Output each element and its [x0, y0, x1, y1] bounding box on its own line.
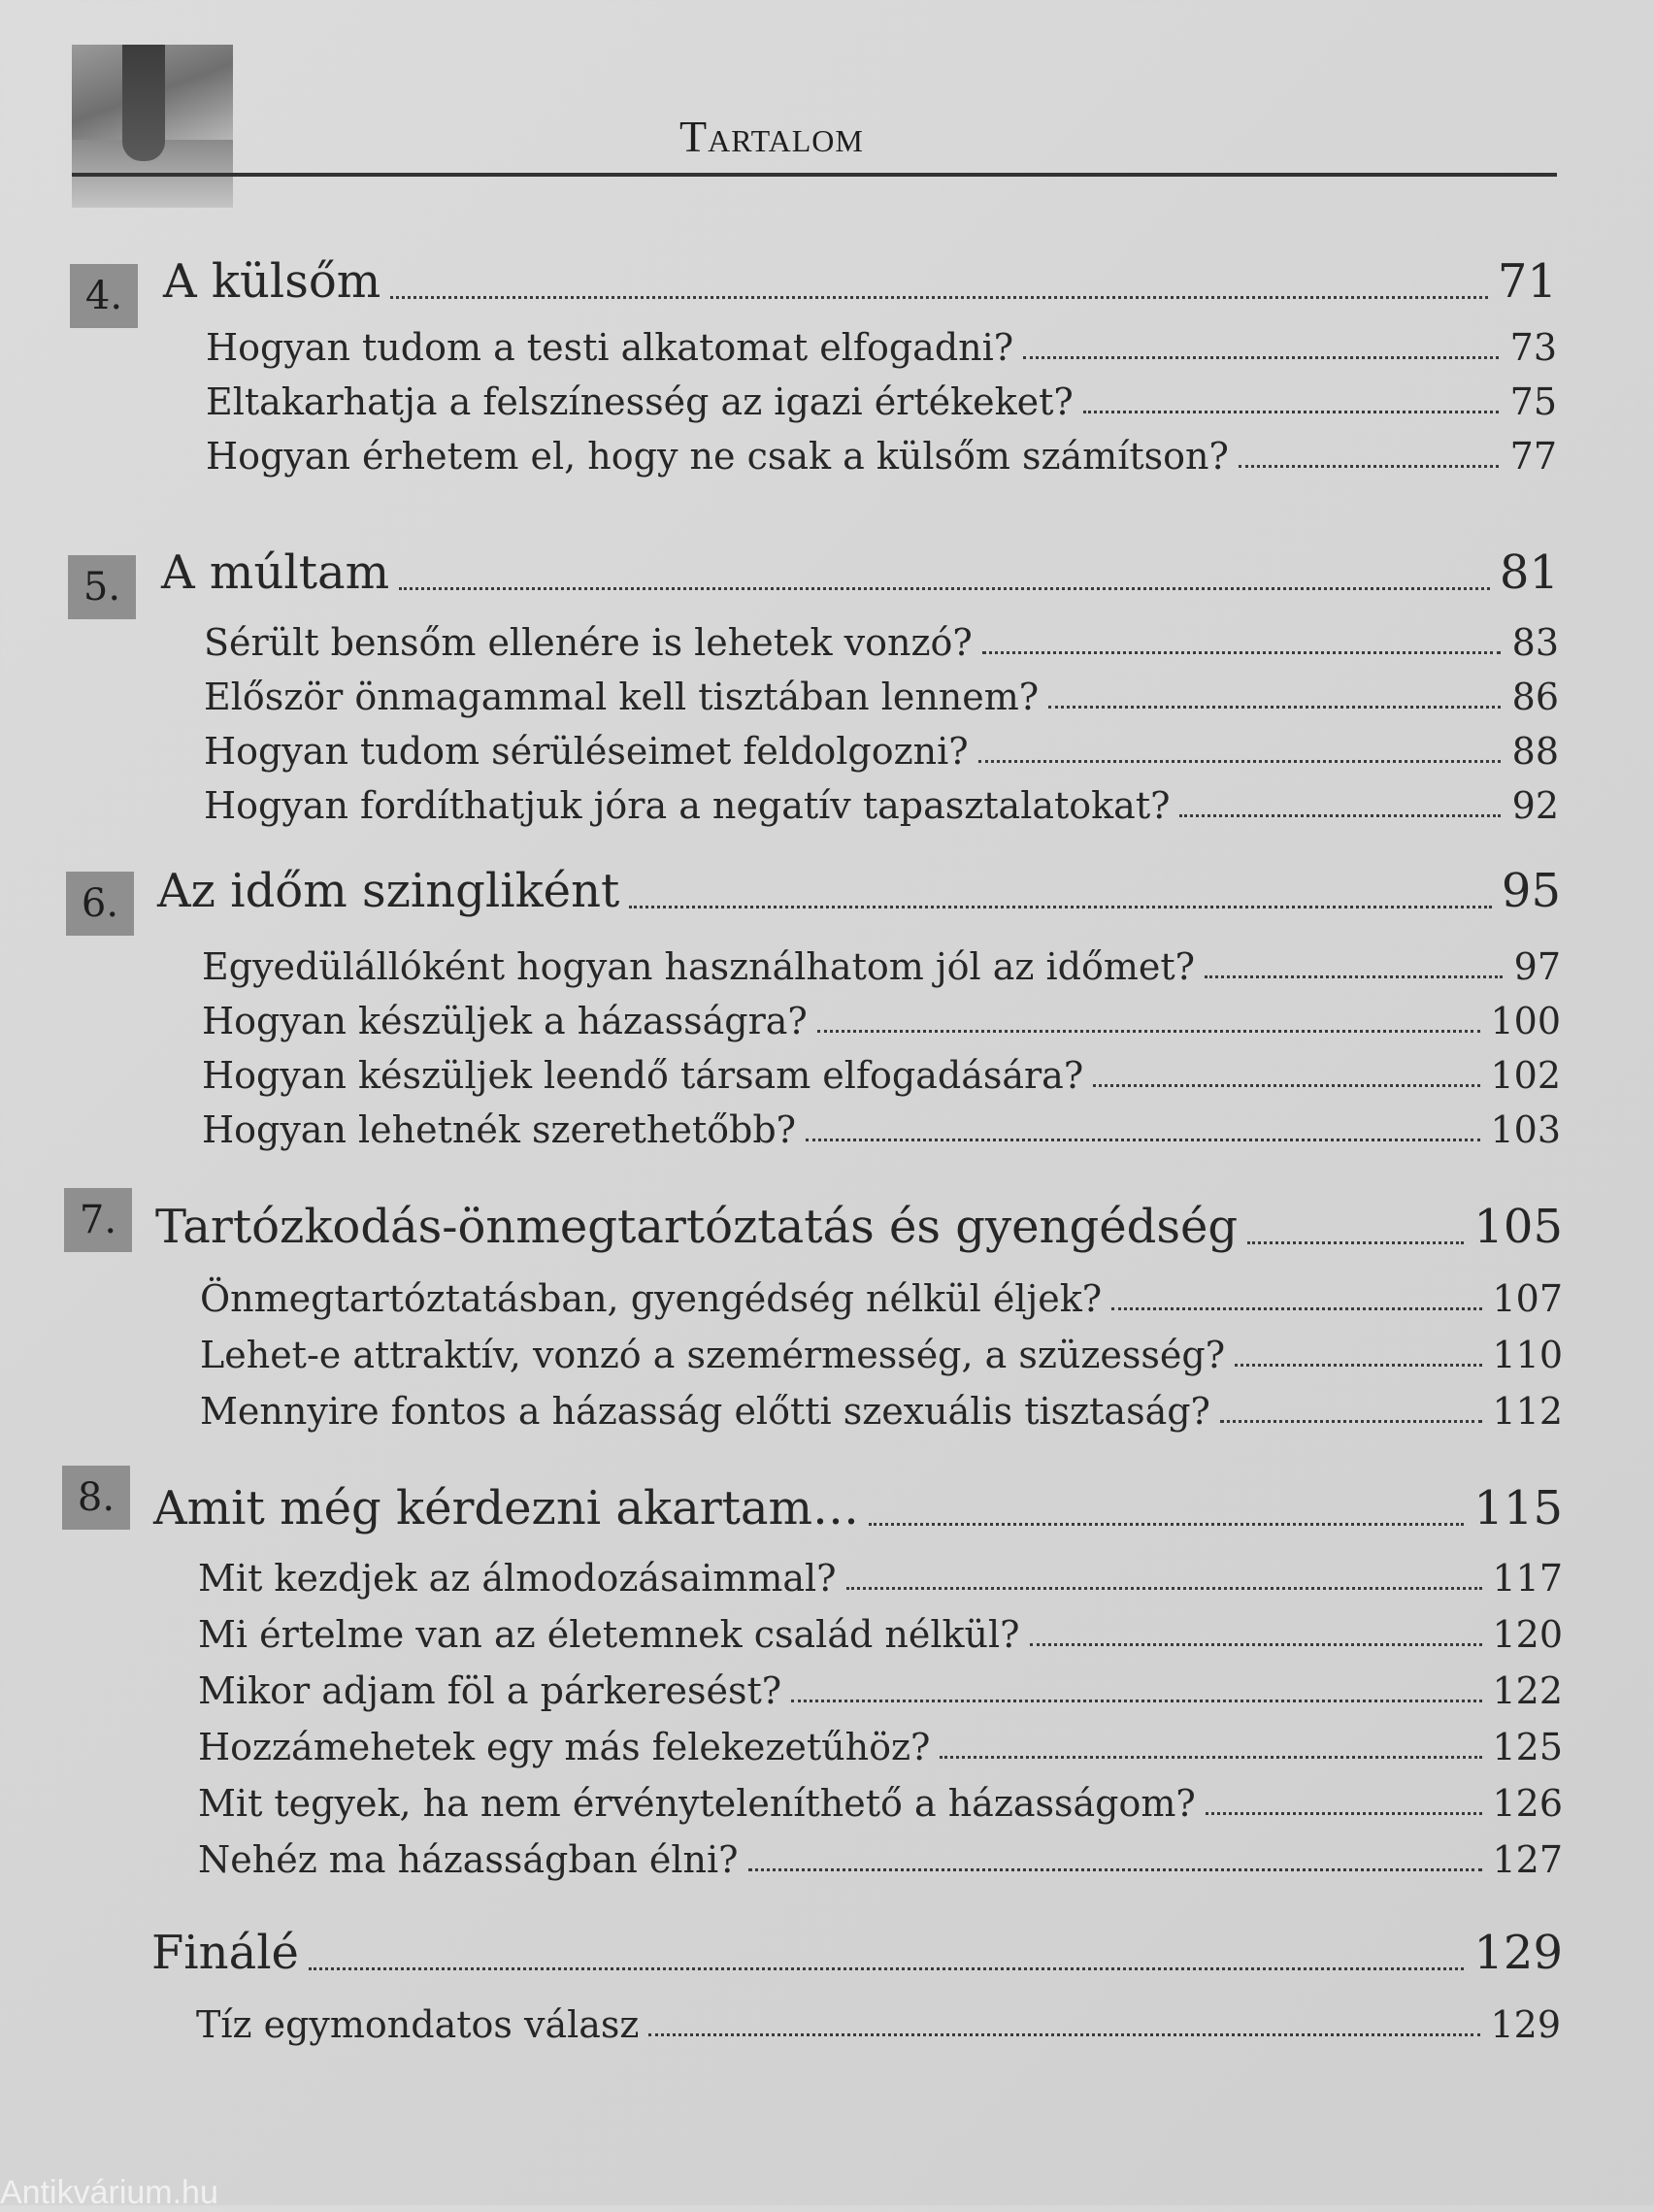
toc-item[interactable] [196, 2003, 1561, 2046]
chapter-entry-5[interactable] [161, 545, 1559, 600]
item-page: 86 [1511, 676, 1559, 718]
chapter-entry-6[interactable] [157, 864, 1561, 918]
chapter-page: 81 [1499, 545, 1559, 600]
item-title: Hogyan készüljek leendő társam elfogadására? [202, 1054, 1084, 1097]
item-page: 83 [1511, 621, 1559, 664]
finale-entry[interactable] [151, 1926, 1563, 1980]
chapter-title: Az időm szingliként [157, 864, 620, 918]
item-title: Önmegtartóztatásban, gyengédség nélkül éljek? [200, 1277, 1103, 1320]
item-title: Tíz egymondatos válasz [196, 2003, 640, 2046]
chapter-number-8: 8. [62, 1466, 130, 1530]
toc-item[interactable] [202, 1054, 1561, 1097]
dot-leader [1247, 1241, 1464, 1244]
dot-leader [1206, 1812, 1483, 1815]
toc-item[interactable] [198, 1613, 1563, 1656]
toc-item[interactable] [202, 1000, 1561, 1042]
toc-item[interactable] [202, 945, 1561, 988]
toc-item[interactable] [198, 1838, 1563, 1881]
item-title: Először önmagammal kell tisztában lennem? [204, 676, 1040, 718]
toc-item[interactable] [200, 1277, 1563, 1320]
item-title: Mit kezdjek az álmodozásaimmal? [198, 1557, 837, 1600]
toc-item[interactable] [206, 435, 1557, 478]
dot-leader [806, 1139, 1480, 1141]
chapter-page: 115 [1473, 1481, 1563, 1535]
item-page: 110 [1492, 1334, 1563, 1376]
dot-leader [1179, 814, 1501, 817]
toc-item[interactable] [200, 1334, 1563, 1376]
toc-item[interactable] [200, 1390, 1563, 1433]
item-page: 75 [1509, 380, 1557, 423]
chapter-number-4: 4. [70, 264, 138, 328]
chapter-number-5: 5. [68, 555, 136, 619]
dot-leader [1111, 1307, 1482, 1310]
dot-leader [817, 1030, 1481, 1033]
finale-title: Finálé [151, 1926, 299, 1980]
dot-leader [978, 760, 1501, 763]
dot-leader [748, 1868, 1483, 1871]
header-photo [72, 45, 233, 208]
header-rule [72, 173, 1557, 177]
toc-item[interactable] [198, 1669, 1563, 1712]
item-page: 103 [1490, 1108, 1561, 1151]
chapter-title: A külsőm [163, 254, 381, 309]
item-title: Mi értelme van az életemnek család nélkül? [198, 1613, 1020, 1656]
chapter-number-7: 7. [64, 1188, 132, 1252]
chapter-number-6: 6. [66, 872, 134, 936]
chapter-page: 105 [1473, 1200, 1563, 1254]
dot-leader [1239, 465, 1499, 468]
item-page: 126 [1492, 1782, 1563, 1825]
dot-leader [648, 2033, 1480, 2036]
toc-item[interactable] [198, 1726, 1563, 1768]
item-title: Hogyan készüljek a házasságra? [202, 1000, 808, 1042]
toc-item[interactable] [206, 326, 1557, 369]
item-page: 97 [1513, 945, 1561, 988]
dot-leader [399, 587, 1490, 590]
item-title: Egyedülállóként hogyan használhatom jól az időmet? [202, 945, 1195, 988]
item-page: 129 [1490, 2003, 1561, 2046]
chapter-title: Amit még kérdezni akartam… [153, 1481, 860, 1535]
dot-leader [1048, 706, 1501, 709]
toc-item[interactable] [198, 1557, 1563, 1600]
item-title: Eltakarhatja a felszínesség az igazi értékeket? [206, 380, 1074, 423]
chapter-page: 71 [1497, 254, 1557, 309]
item-title: Nehéz ma házasságban élni? [198, 1838, 739, 1881]
dot-leader [629, 906, 1492, 908]
item-title: Hogyan fordíthatjuk jóra a negatív tapasztalatokat? [204, 784, 1171, 827]
dot-leader [1220, 1420, 1483, 1423]
watermark: Antikvárium.hu [0, 2174, 218, 2211]
dot-leader [1235, 1364, 1482, 1367]
item-title: Mennyire fontos a házasság előtti szexuális tisztaság? [200, 1390, 1210, 1433]
toc-item[interactable] [204, 676, 1559, 718]
toc-item[interactable] [198, 1782, 1563, 1825]
dot-leader [1093, 1084, 1480, 1087]
dot-leader [1205, 975, 1503, 978]
dot-leader [869, 1523, 1464, 1526]
item-page: 112 [1492, 1390, 1563, 1433]
dot-leader [982, 651, 1501, 654]
item-title: Hogyan tudom sérüléseimet feldolgozni? [204, 730, 969, 773]
item-page: 77 [1509, 435, 1557, 478]
chapter-title: A múltam [161, 545, 390, 600]
item-title: Hogyan tudom a testi alkatomat elfogadni? [206, 326, 1014, 369]
chapter-page: 95 [1501, 864, 1561, 918]
item-page: 122 [1492, 1669, 1563, 1712]
chapter-entry-4[interactable] [163, 254, 1557, 309]
item-title: Hogyan lehetnék szerethetőbb? [202, 1108, 797, 1151]
item-title: Lehet-e attraktív, vonzó a szemérmesség, a szüzesség? [200, 1334, 1226, 1376]
dot-leader [791, 1700, 1482, 1702]
item-page: 120 [1492, 1613, 1563, 1656]
item-page: 73 [1509, 326, 1557, 369]
chapter-title: Tartózkodás-önmegtartóztatás és gyengédség [155, 1200, 1239, 1254]
toc-item[interactable] [202, 1108, 1561, 1151]
chapter-entry-8[interactable] [153, 1481, 1563, 1535]
item-page: 127 [1492, 1838, 1563, 1881]
toc-item[interactable] [204, 784, 1559, 827]
toc-item[interactable] [204, 730, 1559, 773]
item-page: 107 [1492, 1277, 1563, 1320]
item-page: 125 [1492, 1726, 1563, 1768]
dot-leader [1030, 1643, 1483, 1646]
dot-leader [1023, 356, 1499, 359]
chapter-entry-7[interactable] [155, 1200, 1563, 1254]
dot-leader [846, 1587, 1483, 1590]
item-title: Mit tegyek, ha nem érvényteleníthető a házasságom? [198, 1782, 1196, 1825]
item-page: 102 [1490, 1054, 1561, 1097]
item-title: Mikor adjam föl a párkeresést? [198, 1669, 782, 1712]
finale-page: 129 [1473, 1926, 1563, 1980]
item-page: 100 [1490, 1000, 1561, 1042]
item-page: 117 [1492, 1557, 1563, 1600]
item-title: Hozzámehetek egy más felekezetűhöz? [198, 1726, 931, 1768]
dot-leader [1083, 411, 1499, 413]
item-page: 92 [1511, 784, 1559, 827]
toc-item[interactable] [206, 380, 1557, 423]
item-page: 88 [1511, 730, 1559, 773]
dot-leader [309, 1967, 1464, 1970]
page-title: Tartalom [679, 112, 864, 161]
item-title: Hogyan érhetem el, hogy ne csak a külsőm számítson? [206, 435, 1229, 478]
photo-figure [122, 45, 165, 161]
item-title: Sérült bensőm ellenére is lehetek vonzó? [204, 621, 973, 664]
dot-leader [390, 296, 1488, 299]
dot-leader [940, 1756, 1482, 1759]
toc-item[interactable] [204, 621, 1559, 664]
